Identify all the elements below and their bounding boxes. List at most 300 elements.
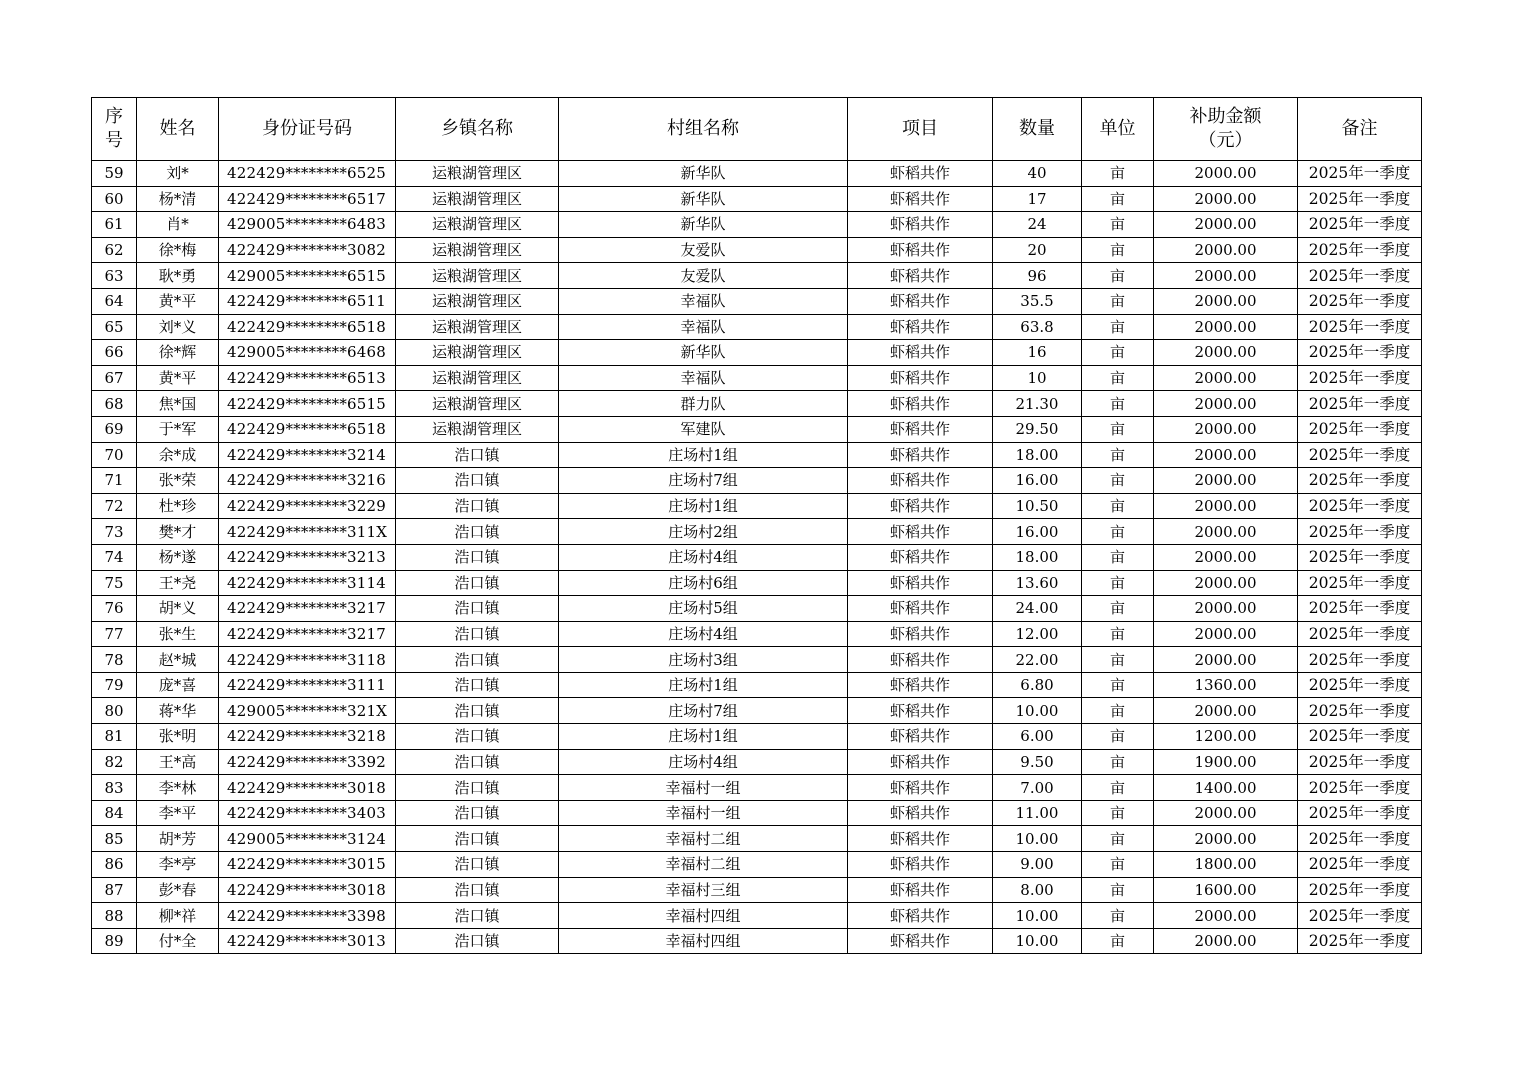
table-row <box>92 698 1422 724</box>
cell-note: 2025年一季度 <box>1298 570 1422 596</box>
cell-project: 虾稻共作 <box>848 544 993 570</box>
cell-note: 2025年一季度 <box>1298 749 1422 775</box>
cell-id: 422429********3217 <box>219 621 396 647</box>
cell-town: 运粮湖管理区 <box>396 391 559 417</box>
cell-project: 虾稻共作 <box>848 724 993 750</box>
table-row <box>92 621 1422 647</box>
cell-town: 浩口镇 <box>396 698 559 724</box>
cell-name: 李*平 <box>137 800 219 826</box>
cell-seq: 76 <box>92 596 137 622</box>
cell-name: 刘* <box>137 161 219 187</box>
cell-town: 运粮湖管理区 <box>396 212 559 238</box>
table-row <box>92 391 1422 417</box>
cell-name: 徐*辉 <box>137 340 219 366</box>
cell-id: 422429********3214 <box>219 442 396 468</box>
cell-seq: 62 <box>92 237 137 263</box>
cell-seq: 64 <box>92 288 137 314</box>
cell-qty: 17 <box>993 186 1082 212</box>
header-id: 身份证号码 <box>219 98 396 161</box>
cell-project: 虾稻共作 <box>848 288 993 314</box>
cell-note: 2025年一季度 <box>1298 468 1422 494</box>
cell-qty: 11.00 <box>993 800 1082 826</box>
cell-amount: 2000.00 <box>1154 212 1298 238</box>
cell-village: 庄场村1组 <box>559 672 848 698</box>
header-name: 姓名 <box>137 98 219 161</box>
cell-seq: 71 <box>92 468 137 494</box>
table-row <box>92 340 1422 366</box>
cell-name: 杨*遂 <box>137 544 219 570</box>
cell-note: 2025年一季度 <box>1298 161 1422 187</box>
cell-note: 2025年一季度 <box>1298 800 1422 826</box>
cell-qty: 22.00 <box>993 647 1082 673</box>
cell-qty: 40 <box>993 161 1082 187</box>
cell-id: 422429********3118 <box>219 647 396 673</box>
cell-amount: 2000.00 <box>1154 468 1298 494</box>
cell-name: 张*荣 <box>137 468 219 494</box>
cell-amount: 2000.00 <box>1154 570 1298 596</box>
cell-name: 于*军 <box>137 416 219 442</box>
cell-village: 友爱队 <box>559 263 848 289</box>
cell-qty: 10 <box>993 365 1082 391</box>
cell-note: 2025年一季度 <box>1298 724 1422 750</box>
header-town: 乡镇名称 <box>396 98 559 161</box>
cell-town: 浩口镇 <box>396 672 559 698</box>
cell-village: 幸福村四组 <box>559 903 848 929</box>
cell-id: 422429********6518 <box>219 416 396 442</box>
cell-unit: 亩 <box>1082 314 1154 340</box>
cell-amount: 2000.00 <box>1154 544 1298 570</box>
cell-village: 幸福队 <box>559 365 848 391</box>
cell-unit: 亩 <box>1082 775 1154 801</box>
cell-amount: 2000.00 <box>1154 391 1298 417</box>
cell-qty: 24 <box>993 212 1082 238</box>
cell-id: 422429********3082 <box>219 237 396 263</box>
cell-town: 浩口镇 <box>396 544 559 570</box>
cell-unit: 亩 <box>1082 544 1154 570</box>
table-row <box>92 186 1422 212</box>
cell-amount: 2000.00 <box>1154 237 1298 263</box>
cell-qty: 24.00 <box>993 596 1082 622</box>
cell-unit: 亩 <box>1082 621 1154 647</box>
cell-project: 虾稻共作 <box>848 365 993 391</box>
cell-seq: 77 <box>92 621 137 647</box>
cell-project: 虾稻共作 <box>848 596 993 622</box>
cell-town: 浩口镇 <box>396 493 559 519</box>
cell-project: 虾稻共作 <box>848 826 993 852</box>
cell-qty: 18.00 <box>993 442 1082 468</box>
cell-note: 2025年一季度 <box>1298 647 1422 673</box>
cell-note: 2025年一季度 <box>1298 314 1422 340</box>
cell-unit: 亩 <box>1082 161 1154 187</box>
cell-town: 运粮湖管理区 <box>396 288 559 314</box>
cell-village: 庄场村4组 <box>559 544 848 570</box>
cell-unit: 亩 <box>1082 749 1154 775</box>
cell-unit: 亩 <box>1082 468 1154 494</box>
cell-id: 422429********3114 <box>219 570 396 596</box>
table-row <box>92 852 1422 878</box>
cell-name: 黄*平 <box>137 365 219 391</box>
cell-amount: 2000.00 <box>1154 340 1298 366</box>
cell-amount: 2000.00 <box>1154 493 1298 519</box>
cell-town: 运粮湖管理区 <box>396 186 559 212</box>
cell-id: 422429********6513 <box>219 365 396 391</box>
cell-id: 422429********3213 <box>219 544 396 570</box>
table-row <box>92 749 1422 775</box>
table-row <box>92 647 1422 673</box>
cell-town: 浩口镇 <box>396 647 559 673</box>
header-note: 备注 <box>1298 98 1422 161</box>
cell-amount: 2000.00 <box>1154 288 1298 314</box>
cell-project: 虾稻共作 <box>848 749 993 775</box>
cell-unit: 亩 <box>1082 186 1154 212</box>
cell-seq: 61 <box>92 212 137 238</box>
cell-amount: 1900.00 <box>1154 749 1298 775</box>
cell-town: 运粮湖管理区 <box>396 340 559 366</box>
cell-seq: 78 <box>92 647 137 673</box>
header-qty: 数量 <box>993 98 1082 161</box>
table-row <box>92 903 1422 929</box>
subsidy-table-page <box>91 97 1421 954</box>
cell-seq: 73 <box>92 519 137 545</box>
cell-unit: 亩 <box>1082 672 1154 698</box>
cell-project: 虾稻共作 <box>848 186 993 212</box>
cell-name: 杜*珍 <box>137 493 219 519</box>
cell-project: 虾稻共作 <box>848 852 993 878</box>
cell-town: 浩口镇 <box>396 442 559 468</box>
cell-note: 2025年一季度 <box>1298 340 1422 366</box>
cell-amount: 2000.00 <box>1154 519 1298 545</box>
cell-unit: 亩 <box>1082 698 1154 724</box>
table-row <box>92 928 1422 954</box>
cell-seq: 75 <box>92 570 137 596</box>
cell-project: 虾稻共作 <box>848 519 993 545</box>
cell-seq: 88 <box>92 903 137 929</box>
cell-qty: 6.80 <box>993 672 1082 698</box>
table-row <box>92 314 1422 340</box>
cell-name: 杨*清 <box>137 186 219 212</box>
cell-project: 虾稻共作 <box>848 877 993 903</box>
cell-seq: 70 <box>92 442 137 468</box>
cell-id: 429005********3124 <box>219 826 396 852</box>
cell-amount: 2000.00 <box>1154 621 1298 647</box>
cell-village: 幸福村一组 <box>559 800 848 826</box>
cell-project: 虾稻共作 <box>848 468 993 494</box>
cell-id: 422429********3216 <box>219 468 396 494</box>
cell-id: 422429********3398 <box>219 903 396 929</box>
cell-town: 浩口镇 <box>396 903 559 929</box>
cell-qty: 10.00 <box>993 928 1082 954</box>
cell-unit: 亩 <box>1082 288 1154 314</box>
cell-project: 虾稻共作 <box>848 928 993 954</box>
cell-town: 浩口镇 <box>396 570 559 596</box>
cell-village: 军建队 <box>559 416 848 442</box>
cell-name: 樊*才 <box>137 519 219 545</box>
cell-town: 浩口镇 <box>396 724 559 750</box>
cell-village: 幸福队 <box>559 314 848 340</box>
cell-village: 庄场村5组 <box>559 596 848 622</box>
cell-note: 2025年一季度 <box>1298 186 1422 212</box>
cell-seq: 63 <box>92 263 137 289</box>
cell-name: 徐*梅 <box>137 237 219 263</box>
cell-note: 2025年一季度 <box>1298 596 1422 622</box>
cell-id: 422429********3013 <box>219 928 396 954</box>
cell-unit: 亩 <box>1082 800 1154 826</box>
cell-village: 庄场村3组 <box>559 647 848 673</box>
cell-amount: 2000.00 <box>1154 800 1298 826</box>
cell-note: 2025年一季度 <box>1298 928 1422 954</box>
cell-note: 2025年一季度 <box>1298 519 1422 545</box>
cell-town: 浩口镇 <box>396 826 559 852</box>
cell-project: 虾稻共作 <box>848 621 993 647</box>
table-row <box>92 493 1422 519</box>
cell-seq: 82 <box>92 749 137 775</box>
cell-project: 虾稻共作 <box>848 212 993 238</box>
cell-amount: 2000.00 <box>1154 928 1298 954</box>
cell-seq: 80 <box>92 698 137 724</box>
cell-id: 422429********6518 <box>219 314 396 340</box>
cell-village: 友爱队 <box>559 237 848 263</box>
cell-seq: 59 <box>92 161 137 187</box>
cell-village: 新华队 <box>559 161 848 187</box>
cell-qty: 21.30 <box>993 391 1082 417</box>
cell-village: 幸福队 <box>559 288 848 314</box>
cell-unit: 亩 <box>1082 903 1154 929</box>
table-body <box>92 161 1422 954</box>
cell-village: 新华队 <box>559 186 848 212</box>
cell-note: 2025年一季度 <box>1298 672 1422 698</box>
cell-unit: 亩 <box>1082 596 1154 622</box>
cell-amount: 1400.00 <box>1154 775 1298 801</box>
cell-seq: 84 <box>92 800 137 826</box>
cell-unit: 亩 <box>1082 340 1154 366</box>
cell-id: 422429********6511 <box>219 288 396 314</box>
cell-town: 运粮湖管理区 <box>396 314 559 340</box>
header-amount-line1: 补助金额 <box>1189 106 1262 127</box>
cell-name: 肖* <box>137 212 219 238</box>
cell-seq: 65 <box>92 314 137 340</box>
cell-village: 新华队 <box>559 212 848 238</box>
cell-seq: 74 <box>92 544 137 570</box>
cell-note: 2025年一季度 <box>1298 365 1422 391</box>
cell-village: 庄场村4组 <box>559 621 848 647</box>
table-row <box>92 544 1422 570</box>
cell-unit: 亩 <box>1082 647 1154 673</box>
cell-village: 庄场村1组 <box>559 442 848 468</box>
cell-town: 运粮湖管理区 <box>396 416 559 442</box>
cell-amount: 2000.00 <box>1154 263 1298 289</box>
cell-unit: 亩 <box>1082 928 1154 954</box>
cell-unit: 亩 <box>1082 391 1154 417</box>
cell-amount: 2000.00 <box>1154 416 1298 442</box>
cell-village: 幸福村三组 <box>559 877 848 903</box>
table-row <box>92 519 1422 545</box>
cell-unit: 亩 <box>1082 263 1154 289</box>
cell-project: 虾稻共作 <box>848 903 993 929</box>
subsidy-table <box>91 97 1422 954</box>
cell-amount: 2000.00 <box>1154 186 1298 212</box>
cell-town: 运粮湖管理区 <box>396 237 559 263</box>
table-row <box>92 442 1422 468</box>
header-unit: 单位 <box>1082 98 1154 161</box>
cell-name: 张*明 <box>137 724 219 750</box>
cell-seq: 83 <box>92 775 137 801</box>
cell-amount: 2000.00 <box>1154 442 1298 468</box>
cell-note: 2025年一季度 <box>1298 263 1422 289</box>
cell-id: 429005********6483 <box>219 212 396 238</box>
cell-qty: 10.00 <box>993 826 1082 852</box>
cell-project: 虾稻共作 <box>848 698 993 724</box>
header-project: 项目 <box>848 98 993 161</box>
cell-town: 运粮湖管理区 <box>396 161 559 187</box>
cell-qty: 10.50 <box>993 493 1082 519</box>
header-amount-line2: （元） <box>1198 130 1253 151</box>
cell-town: 浩口镇 <box>396 800 559 826</box>
cell-name: 张*生 <box>137 621 219 647</box>
cell-name: 彭*春 <box>137 877 219 903</box>
cell-qty: 96 <box>993 263 1082 289</box>
cell-project: 虾稻共作 <box>848 314 993 340</box>
cell-amount: 2000.00 <box>1154 161 1298 187</box>
cell-qty: 10.00 <box>993 698 1082 724</box>
cell-note: 2025年一季度 <box>1298 544 1422 570</box>
cell-village: 幸福村二组 <box>559 852 848 878</box>
cell-unit: 亩 <box>1082 416 1154 442</box>
table-row <box>92 263 1422 289</box>
cell-unit: 亩 <box>1082 365 1154 391</box>
table-row <box>92 365 1422 391</box>
header-seq <box>92 98 137 161</box>
cell-note: 2025年一季度 <box>1298 391 1422 417</box>
cell-seq: 68 <box>92 391 137 417</box>
cell-qty: 16 <box>993 340 1082 366</box>
cell-name: 李*林 <box>137 775 219 801</box>
cell-village: 庄场村7组 <box>559 698 848 724</box>
header-amount <box>1154 98 1298 161</box>
header-village: 村组名称 <box>559 98 848 161</box>
table-row <box>92 237 1422 263</box>
cell-amount: 1600.00 <box>1154 877 1298 903</box>
cell-town: 浩口镇 <box>396 468 559 494</box>
cell-village: 庄场村2组 <box>559 519 848 545</box>
cell-name: 李*亭 <box>137 852 219 878</box>
cell-project: 虾稻共作 <box>848 416 993 442</box>
cell-qty: 9.00 <box>993 852 1082 878</box>
cell-note: 2025年一季度 <box>1298 826 1422 852</box>
cell-name: 赵*城 <box>137 647 219 673</box>
cell-project: 虾稻共作 <box>848 647 993 673</box>
cell-id: 422429********3392 <box>219 749 396 775</box>
cell-name: 胡*义 <box>137 596 219 622</box>
table-row <box>92 468 1422 494</box>
cell-unit: 亩 <box>1082 877 1154 903</box>
cell-unit: 亩 <box>1082 570 1154 596</box>
cell-qty: 18.00 <box>993 544 1082 570</box>
cell-qty: 6.00 <box>993 724 1082 750</box>
cell-amount: 2000.00 <box>1154 826 1298 852</box>
cell-id: 422429********311X <box>219 519 396 545</box>
cell-name: 王*高 <box>137 749 219 775</box>
cell-seq: 60 <box>92 186 137 212</box>
cell-village: 幸福村二组 <box>559 826 848 852</box>
cell-note: 2025年一季度 <box>1298 288 1422 314</box>
cell-project: 虾稻共作 <box>848 442 993 468</box>
cell-unit: 亩 <box>1082 826 1154 852</box>
cell-qty: 16.00 <box>993 519 1082 545</box>
cell-qty: 12.00 <box>993 621 1082 647</box>
cell-name: 余*成 <box>137 442 219 468</box>
cell-town: 浩口镇 <box>396 877 559 903</box>
cell-amount: 2000.00 <box>1154 647 1298 673</box>
cell-id: 422429********3111 <box>219 672 396 698</box>
cell-town: 运粮湖管理区 <box>396 365 559 391</box>
cell-project: 虾稻共作 <box>848 493 993 519</box>
cell-note: 2025年一季度 <box>1298 442 1422 468</box>
table-row <box>92 672 1422 698</box>
cell-unit: 亩 <box>1082 724 1154 750</box>
table-row <box>92 775 1422 801</box>
table-header <box>92 98 1422 161</box>
cell-note: 2025年一季度 <box>1298 493 1422 519</box>
cell-name: 耿*勇 <box>137 263 219 289</box>
cell-id: 422429********3229 <box>219 493 396 519</box>
cell-project: 虾稻共作 <box>848 391 993 417</box>
cell-id: 422429********6515 <box>219 391 396 417</box>
table-row <box>92 877 1422 903</box>
cell-unit: 亩 <box>1082 519 1154 545</box>
cell-note: 2025年一季度 <box>1298 877 1422 903</box>
cell-id: 422429********3218 <box>219 724 396 750</box>
cell-unit: 亩 <box>1082 442 1154 468</box>
cell-seq: 72 <box>92 493 137 519</box>
cell-name: 焦*国 <box>137 391 219 417</box>
table-row <box>92 212 1422 238</box>
table-row <box>92 724 1422 750</box>
cell-amount: 1200.00 <box>1154 724 1298 750</box>
cell-qty: 16.00 <box>993 468 1082 494</box>
cell-unit: 亩 <box>1082 852 1154 878</box>
table-row <box>92 570 1422 596</box>
cell-name: 付*全 <box>137 928 219 954</box>
cell-village: 幸福村一组 <box>559 775 848 801</box>
cell-qty: 29.50 <box>993 416 1082 442</box>
cell-id: 429005********6515 <box>219 263 396 289</box>
cell-id: 429005********321X <box>219 698 396 724</box>
cell-town: 浩口镇 <box>396 519 559 545</box>
cell-note: 2025年一季度 <box>1298 416 1422 442</box>
cell-seq: 81 <box>92 724 137 750</box>
cell-project: 虾稻共作 <box>848 775 993 801</box>
cell-note: 2025年一季度 <box>1298 621 1422 647</box>
cell-note: 2025年一季度 <box>1298 903 1422 929</box>
cell-town: 浩口镇 <box>396 749 559 775</box>
cell-amount: 2000.00 <box>1154 365 1298 391</box>
cell-id: 422429********3018 <box>219 775 396 801</box>
cell-id: 422429********6525 <box>219 161 396 187</box>
cell-project: 虾稻共作 <box>848 161 993 187</box>
cell-town: 浩口镇 <box>396 621 559 647</box>
cell-id: 422429********3403 <box>219 800 396 826</box>
cell-name: 黄*平 <box>137 288 219 314</box>
table-row <box>92 596 1422 622</box>
cell-village: 群力队 <box>559 391 848 417</box>
cell-seq: 67 <box>92 365 137 391</box>
cell-id: 422429********3015 <box>219 852 396 878</box>
cell-seq: 87 <box>92 877 137 903</box>
cell-project: 虾稻共作 <box>848 340 993 366</box>
cell-village: 幸福村四组 <box>559 928 848 954</box>
cell-town: 浩口镇 <box>396 928 559 954</box>
cell-amount: 2000.00 <box>1154 596 1298 622</box>
